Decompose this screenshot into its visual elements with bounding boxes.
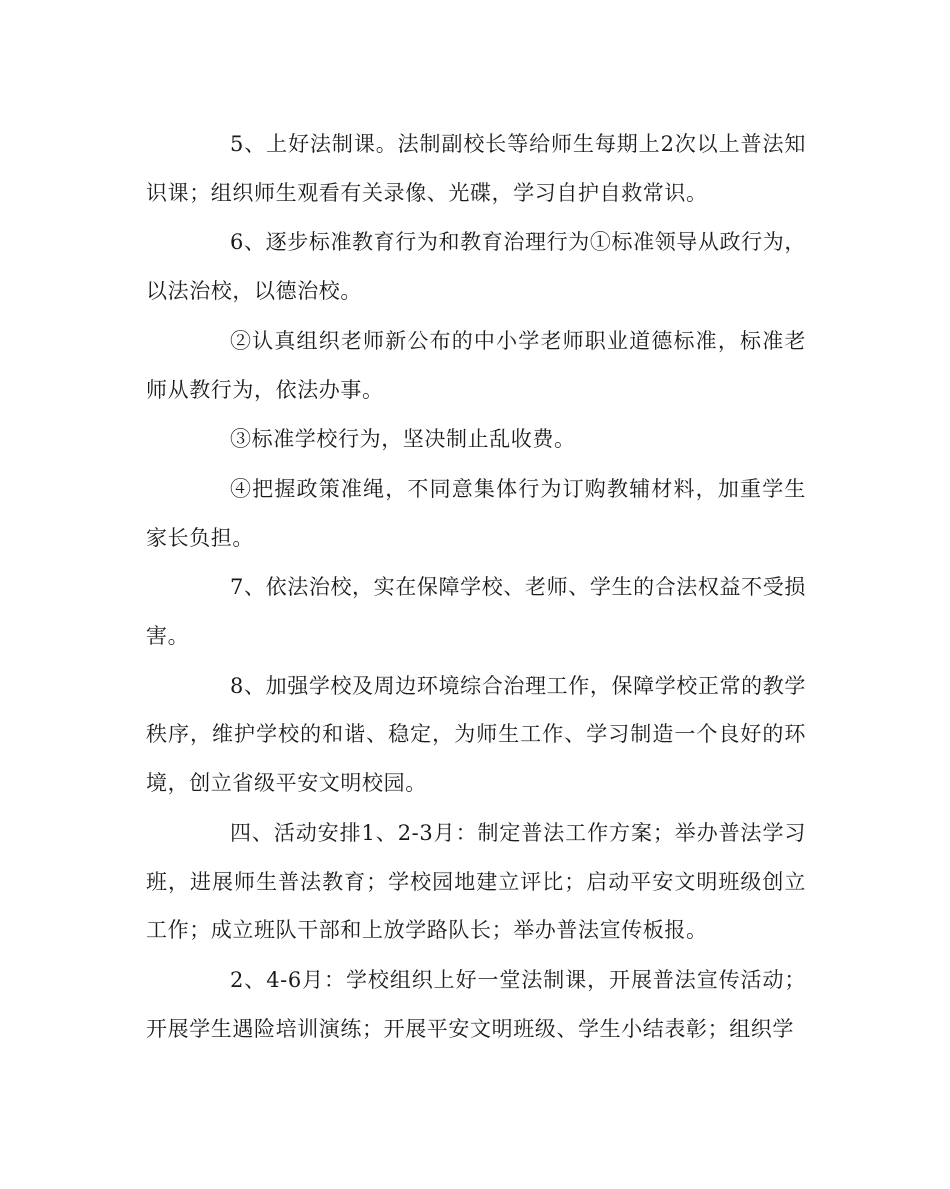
paragraph-sub-item-4-policy: ④把握政策准绳，不同意集体行为订购教辅材料，加重学生家长负担。 <box>146 476 806 550</box>
paragraph-sub-item-2-teacher-ethics: ②认真组织老师新公布的中小学老师职业道德标准，标准老师从教行为，依法办事。 <box>146 328 806 402</box>
paragraph-item-7-rights: 7、依法治校，实在保障学校、老师、学生的合法权益不受损害。 <box>146 575 806 649</box>
paragraph-item-8-environment: 8、加强学校及周边环境综合治理工作，保障学校正常的教学秩序，维护学校的和谐、稳定，为师生工作、学习制造一个良好的环境，创立省级平安文明校园。 <box>146 673 806 796</box>
paragraph-item-5-law-class: 5、上好法制课。法制副校长等给师生每期上2次以上普法知识课；组织师生观看有关录像、光碟，学习自护自救常识。 <box>146 132 806 205</box>
paragraph-item-6-standardize-behavior: 6、逐步标准教育行为和教育治理行为①标准领导从政行为，以法治校，以德治校。 <box>146 230 806 304</box>
paragraph-schedule-april-june: 2、4-6月：学校组织上好一堂法制课，开展普法宣传活动；开展学生遇险培训演练；开展平安文明班级、学生小结表彰；组织学 <box>146 967 806 1041</box>
paragraph-section-4-schedule: 四、活动安排1、2-3月：制定普法工作方案；举办普法学习班，进展师生普法教育；学校园地建立评比；启动平安文明班级创立工作；成立班队干部和上放学路队长；举办普法宣传板报。 <box>146 820 806 943</box>
paragraph-sub-item-3-school-behavior: ③标准学校行为，坚决制止乱收费。 <box>230 427 576 452</box>
document-body <box>146 120 806 1054</box>
